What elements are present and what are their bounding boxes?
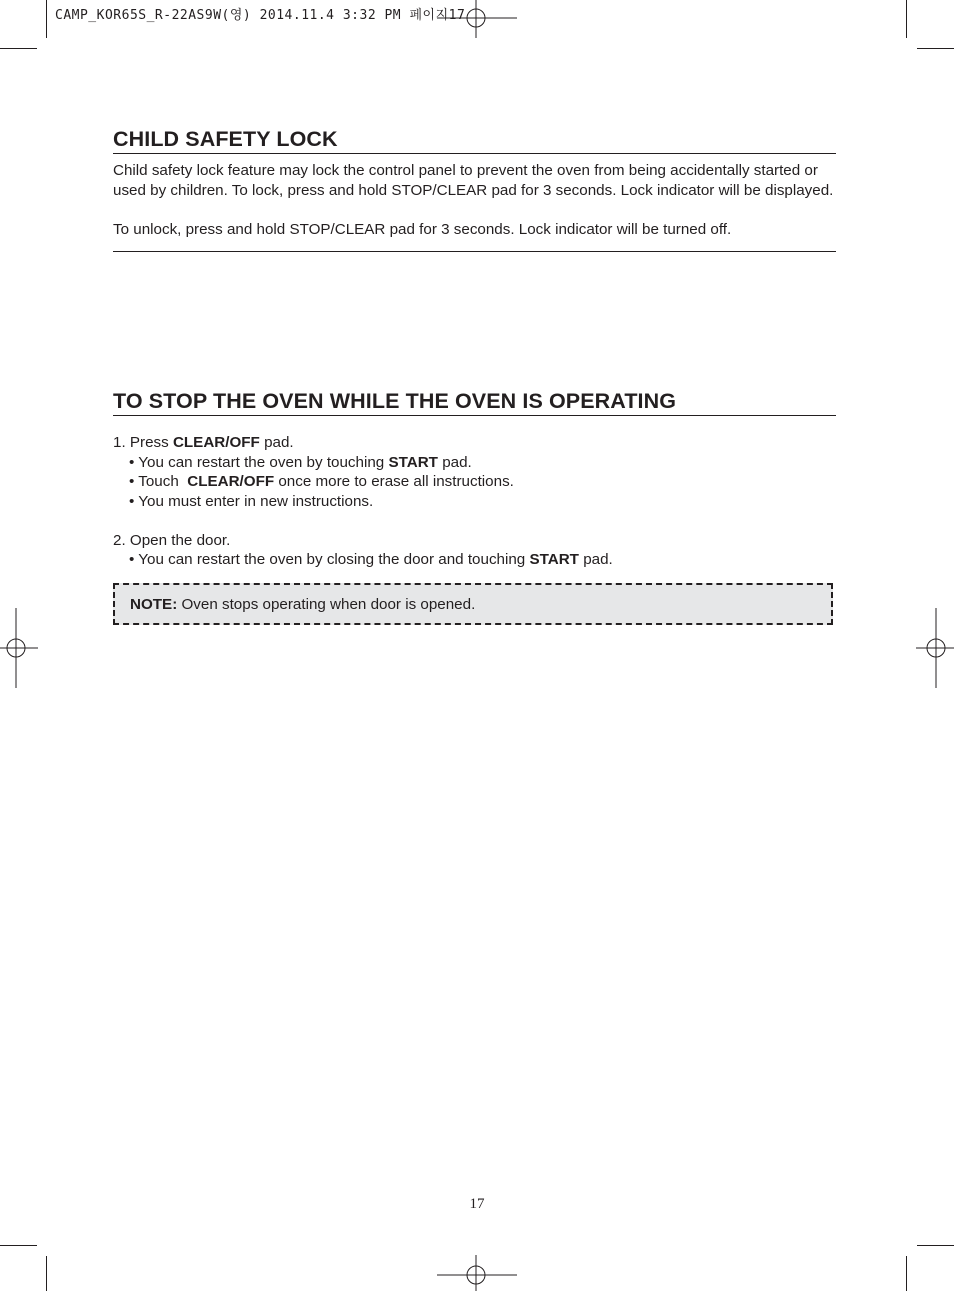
step-2-bullet-1: • You can restart the oven by closing the door and touching START pad.: [129, 551, 613, 568]
child-lock-title: CHILD SAFETY LOCK: [113, 127, 836, 154]
registration-mark-bottom-icon: [437, 1255, 517, 1291]
stop-oven-title: TO STOP THE OVEN WHILE THE OVEN IS OPERATING: [113, 389, 836, 416]
step-1-bullet-3: • You must enter in new instructions.: [129, 492, 374, 510]
crop-mark-bl-v: [46, 1256, 47, 1291]
registration-mark-right-icon: [916, 608, 954, 688]
step-spacer: [113, 511, 838, 531]
crop-mark-br-v: [906, 1256, 907, 1291]
registration-mark-top-icon: [437, 0, 517, 38]
note-box: [113, 583, 833, 625]
crop-mark-tr-v: [906, 0, 907, 38]
printer-slug: CAMP_KOR65S_R-22AS9W(영) 2014.11.4 3:32 PM 페이지17: [55, 8, 466, 23]
crop-mark-bl-h: [0, 1245, 37, 1246]
child-lock-paragraph-2: To unlock, press and hold STOP/CLEAR pad for 3 seconds. Lock indicator will be turned off.: [113, 221, 732, 238]
section-divider: [113, 251, 836, 252]
crop-mark-tl-h: [0, 48, 37, 49]
registration-mark-left-icon: [0, 608, 38, 688]
stop-oven-steps: [113, 433, 838, 570]
child-lock-paragraph-1: Child safety lock feature may lock the control panel to prevent the oven from being accidentally started or used by children. To lock, press and hold STOP/CLEAR pad for 3 seconds. Lock indicator will be displayed.: [113, 162, 834, 199]
note-label: NOTE:: [130, 596, 178, 613]
crop-mark-tr-h: [917, 48, 954, 49]
step-2: 2. Open the door.: [113, 531, 231, 549]
page-number: 17: [469, 1196, 485, 1212]
crop-mark-tl-v: [46, 0, 47, 38]
step-1-bullet-2: • Touch CLEAR/OFF once more to erase all instructions.: [129, 473, 514, 490]
step-1-bullet-1: • You can restart the oven by touching START pad.: [129, 453, 472, 471]
crop-mark-br-h: [917, 1245, 954, 1246]
note-text: Oven stops operating when door is opened.: [177, 596, 476, 613]
step-1: 1. Press CLEAR/OFF pad.: [113, 434, 294, 451]
